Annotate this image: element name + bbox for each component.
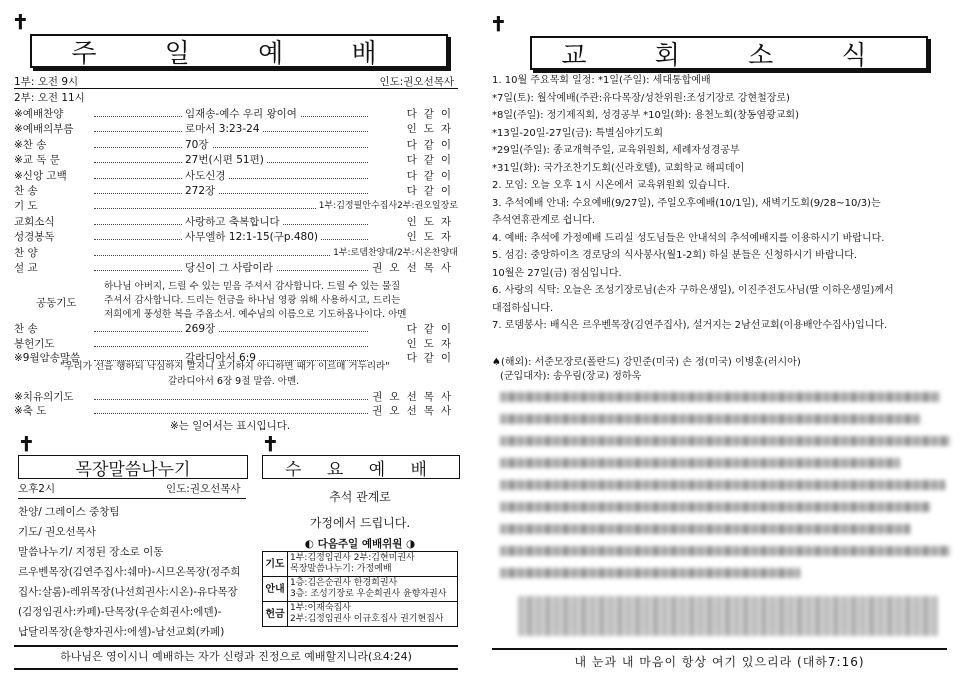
redacted-text [500,392,940,402]
memory-verse-note: 갈라디아서 6장 9절 말씀. 아멘. [168,376,300,387]
news-line: 추석연휴관계로 쉽니다. [492,215,595,226]
small-group-line: (김정임권사:카페)-단목장(우순희권사:에덴)- [18,606,222,618]
order-content: 당신이 그 사람이라 [182,261,276,275]
divider [18,498,246,499]
news-line: 7. 로뎀봉사: 배식은 르우벤목장(김연주집사), 설거지는 2남선교회(이용배안수집사)입니다. [492,320,888,331]
divider [14,645,458,647]
order-item: ※신앙 고백 [14,169,67,182]
redacted-text [500,458,900,468]
service-leader: 인도:권오선목사 [379,76,454,88]
redacted-text [500,568,800,578]
order-item: 성경봉독 [14,231,55,244]
offering-prayer-label: 공동기도 [36,297,77,309]
order-item: 교회소식 [14,215,55,228]
leader-dots [94,390,368,400]
divider [14,88,458,89]
order-item: ※9월암송말씀 [14,352,81,364]
small-group-line: 납달리목장(윤향자권사:에셀)-남선교회(카페) [18,626,225,638]
duty-text [288,552,458,577]
leader-dots [94,169,368,179]
order-item: ※예배의부름 [14,123,74,136]
small-group-time: 오후2시 [18,483,56,495]
order-content: 70장 [182,138,212,152]
cross-icon: ✝ [490,12,507,36]
left-page [0,0,468,691]
order-content: 27번(시편 51편) [182,153,267,167]
divider [492,648,947,650]
redacted-text [500,414,920,424]
order-row [14,404,458,418]
divider [14,668,458,670]
order-item: ※축 도 [14,405,47,417]
small-group-title: 목장말씀나누기 [18,455,248,479]
news-line: 2. 모임: 오늘 오후 1시 시온에서 교육위원회 있습니다. [492,180,730,191]
duty-line: 3층: 조성기장로 우순희권사 윤향자권사 [290,589,447,599]
order-who: 인도자 [404,122,458,136]
memory-verse: "우리가 선을 행하되 낙심하지 말지니 포기하지 아니하면 때가 이르매 거두리라" [60,361,390,372]
news-line: 4. 예배: 추석에 가정예배 드리실 성도님들은 안내석의 추석예배지를 이용하시기 바랍니다. [492,232,885,244]
news-line: *7일(토): 월삭예배(주관:유다목장/성찬위원:조성기장로 강현철장로) [492,92,790,104]
order-item: 찬 송 [14,185,38,197]
order-item: ※예배찬양 [14,108,64,120]
order-who: 다같이 [404,169,458,183]
news-line: 10월은 27일(금) 점심입니다. [492,267,622,279]
order-content: 사랑하고 축복합니다 [182,215,283,229]
wednesday-line: 가정에서 드립니다. [309,516,411,530]
small-group-line: 집사:살롬)-레위목장(나선희권사:시온)-유다목장 [18,586,238,598]
duty-line: 1부:김정임권사 2부:김현미권사 [290,553,415,563]
order-row [14,199,458,213]
order-who: 권오선목사 [369,261,458,275]
news-line: 3. 추석예배 안내: 수요예배(9/27일), 주일오후예배(10/1일), 새벽기도회(9/28~10/3)는 [492,197,881,209]
leader-dots [94,246,368,256]
order-row [14,122,458,136]
order-item: 설 교 [14,262,38,274]
order-who: 다같이 [404,351,458,365]
news-line: *31일(화): 국가조찬기도회(신라호텔), 교회학교 해피데이 [492,162,745,174]
wednesday-title: 수 요 예 배 [262,455,460,479]
sunday-service-title: 주 일 예 배 [30,34,448,68]
small-group-line: 찬양/ 그레이스 중창팀 [18,506,120,518]
order-content: 사도신경 [182,169,229,183]
service-time-1: 1부: 오전 9시 [14,76,79,88]
redacted-text [500,436,950,446]
order-content: 갈라디아서 6:9 [182,351,259,365]
order-who: 인도자 [404,230,458,244]
order-item: 봉헌기도 [14,337,55,350]
redacted-text [500,546,950,556]
order-item: 기 도 [14,200,38,213]
order-row [14,390,458,404]
order-who: 권오선목사 [369,390,458,404]
duty-role: 헌금 [263,602,288,627]
duty-text [288,602,458,627]
order-who: 다같이 [404,322,458,336]
overseas-members: ♠(해외): 서준모장로(폴란드) 강민준(미국) 손 정(미국) 이병훈(러시아) [492,357,801,368]
news-line: 대접하십니다. [492,302,554,314]
duty-text [288,577,458,602]
leader-dots [94,138,368,148]
service-time-2: 2부: 오전 11시 [14,92,85,104]
order-row [14,230,458,244]
news-line: *13일-20일-27일(금): 특별심야기도회 [492,127,664,139]
duty-title: ◐ 다음주일 예배위원 ◑ [304,538,416,550]
order-row [14,184,458,198]
church-news-title: 교 회 소 식 [530,36,928,70]
order-row [14,107,458,121]
wednesday-line: 추석 관계로 [329,490,391,504]
leader-dots [94,404,368,414]
order-row [14,322,458,336]
duty-row [263,577,458,602]
order-row [14,215,458,229]
order-row [14,246,458,260]
order-row [14,337,458,351]
small-group-line: 말씀나누기/ 지정된 장소로 이동 [18,546,164,558]
order-item: ※치유의기도 [14,391,74,403]
standing-note: ※는 일어서는 표시입니다. [170,420,291,432]
left-footer-verse: 하나님은 영이시니 예배하는 자가 신령과 진정으로 예배할지니라(요4:24) [60,650,412,663]
order-who: 다같이 [404,153,458,167]
news-line: 5. 섬김: 중앙하이츠 경로당의 식사봉사(월1-2회) 하실 분들은 신청하시기 바랍니다. [492,250,858,261]
redacted-text [500,480,945,490]
duty-line: 목장말씀나누기: 가정예배 [290,564,392,574]
order-who: 다같이 [404,184,458,198]
order-row [14,138,458,152]
cross-icon: ✝ [262,432,279,456]
leader-dots [94,322,368,332]
leader-dots [94,184,368,194]
order-content: 269장 [182,322,218,336]
order-who: 인도자 [404,215,458,229]
news-line: *29일(주일): 종교개혁주일, 교육위원회, 세례자성경공부 [492,145,740,156]
right-footer-verse: 내 눈과 내 마음이 항상 여기 있으리라 (대하7:16) [574,655,865,669]
order-item: 찬 양 [14,246,38,259]
order-content: 사무엘하 12:1-15(구p.480) [182,230,321,244]
cross-icon: ✝ [12,10,29,34]
small-group-line: 르우벤목장(김연주집사:쉐마)-시므온목장(정주희 [18,566,241,578]
duty-line: 1층:김은순권사 한경희권사 [290,578,398,588]
duty-role: 안내 [263,577,288,602]
offering-prayer-line: 하나님 아버지, 드릴 수 있는 믿음 주셔서 감사합니다. 드릴 수 있는 물질 [104,281,401,292]
small-group-leader: 인도:권오선목사 [166,483,241,495]
news-line: 1. 10월 주요목회 일정: *1일(주일): 세대통합예배 [492,75,711,86]
news-line: 6. 사랑의 식탁: 오늘은 조성기장로님(손자 구하은생일), 이진주전도사님(딸 이하은생일)께서 [492,285,894,296]
duty-line: 1부:이재숙집사 [290,603,351,613]
order-item: ※교 독 문 [14,154,60,167]
order-who: 1부:김정필안수집사2부:권오일장로 [316,199,458,213]
order-row [14,169,458,183]
order-content: 임재송-예수 우리 왕이여 [182,107,300,121]
order-who: 다같이 [404,107,458,121]
right-page [478,0,961,691]
order-content: 로마서 3:23-24 [182,122,263,136]
cross-icon: ✝ [18,432,35,456]
order-row [14,153,458,167]
duty-row [263,602,458,627]
duty-row [263,552,458,577]
news-line: *8일(주일): 정기제직회, 성경공부 *10일(화): 용천노회(창동염광교회) [492,110,799,121]
order-who: 다같이 [404,138,458,152]
duty-line: 2부:김정임권사 이규호집사 권기현집사 [290,614,444,624]
order-who: 1부:로뎀찬양대/2부:시온찬양대 [330,246,458,260]
order-item: ※찬 송 [14,138,47,151]
leader-dots [94,337,368,347]
duty-table [262,551,458,627]
order-who: 인도자 [404,337,458,351]
offering-prayer-line: 저희에게 풍성한 복을 주옵소서. 예수님의 이름으로 기도하옵나이다. 아멘 [104,309,407,320]
small-group-line: 기도/ 권오선목사 [18,526,96,538]
order-who: 권오선목사 [369,404,458,418]
redacted-text [500,502,930,512]
military-members: (군입대자): 송우림(장교) 정하욱 [500,371,642,382]
order-content: 272장 [182,184,218,198]
redacted-block [518,596,938,636]
offering-prayer-line: 주셔서 감사합니다. 드리는 헌금을 하나님 영광 위해 사용하시고, 드리는 [104,295,401,306]
order-item: 찬 송 [14,323,38,335]
redacted-text [500,524,910,534]
order-row [14,261,458,275]
duty-role: 기도 [263,552,288,577]
